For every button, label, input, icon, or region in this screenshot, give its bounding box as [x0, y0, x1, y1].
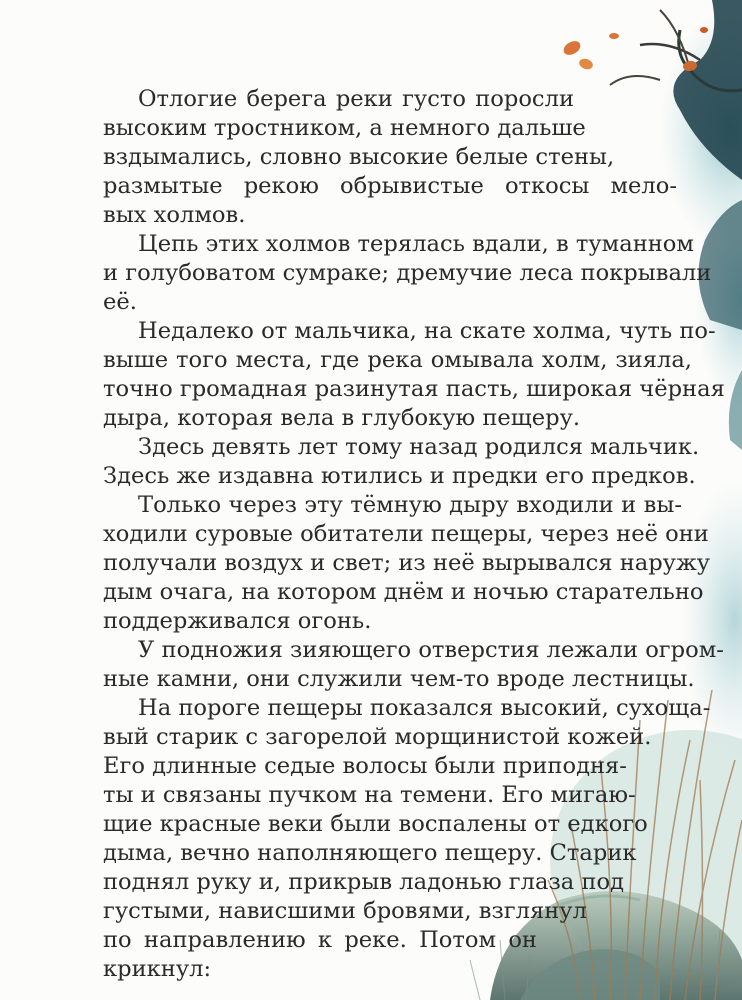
text-line: Здесь же издавна ютились и предки его предков.	[103, 463, 696, 489]
text-line: ходили суровые обитатели пещеры, через неё они	[103, 521, 709, 547]
text-line: густыми, нависшими бровями, взглянул	[103, 898, 587, 924]
text-line: поддерживался огонь.	[103, 608, 372, 634]
text-line: точно громадная разинутая пасть, широкая чёрная	[103, 376, 725, 402]
text-line: Здесь девять лет тому назад родился мальчик.	[138, 434, 700, 460]
text-line: поднял руку и, прикрыв ладонью глаза под	[103, 869, 625, 895]
text-line: Цепь этих холмов терялась вдали, в туманном	[138, 231, 694, 257]
text-line: получали воздух и свет; из неё вырывался наружу	[103, 550, 711, 576]
text-line: размытые рекою обрывистые откосы мело-	[103, 173, 677, 199]
text-line: дыра, которая вела в глубокую пещеру.	[103, 405, 581, 431]
text-line: и голубоватом сумраке; дремучие леса покрывали	[103, 260, 712, 286]
text-line: щие красные веки были воспалены от едкого	[103, 811, 648, 837]
text-line: вздымались, словно высокие белые стены,	[103, 144, 615, 170]
text-line: Недалеко от мальчика, на скате холма, чуть по-	[138, 318, 716, 344]
text-line: Только через эту тёмную дыру входили и вы-	[138, 492, 682, 518]
text-line: ты и связаны пучком на темени. Его мигаю-	[103, 782, 636, 808]
text-line: выше того места, где река омывала холм, зияла,	[103, 347, 692, 373]
text-line: Его длинные седые волосы были приподня-	[103, 753, 627, 779]
text-line: вый старик с загорелой морщинистой кожей.	[103, 724, 652, 750]
text-line: её.	[103, 289, 137, 315]
text-line: дым очага, на котором днём и ночью старательно	[103, 579, 704, 605]
text-line: крикнул:	[103, 956, 212, 982]
text-line: высоким тростником, а немного дальше	[103, 115, 586, 141]
text-line: дыма, вечно наполняющего пещеру. Старик	[103, 840, 637, 866]
text-line: вых холмов.	[103, 202, 246, 228]
text-line: по направлению к реке. Потом он	[103, 927, 537, 953]
text-line: На пороге пещеры показался высокий, сухоща-	[138, 695, 711, 721]
text-line: Отлогие берега реки густо поросли	[138, 86, 574, 112]
text-line: У подножия зияющего отверстия лежали огром-	[138, 637, 724, 663]
text-line: ные камни, они служили чем-то вроде лестницы.	[103, 666, 695, 692]
